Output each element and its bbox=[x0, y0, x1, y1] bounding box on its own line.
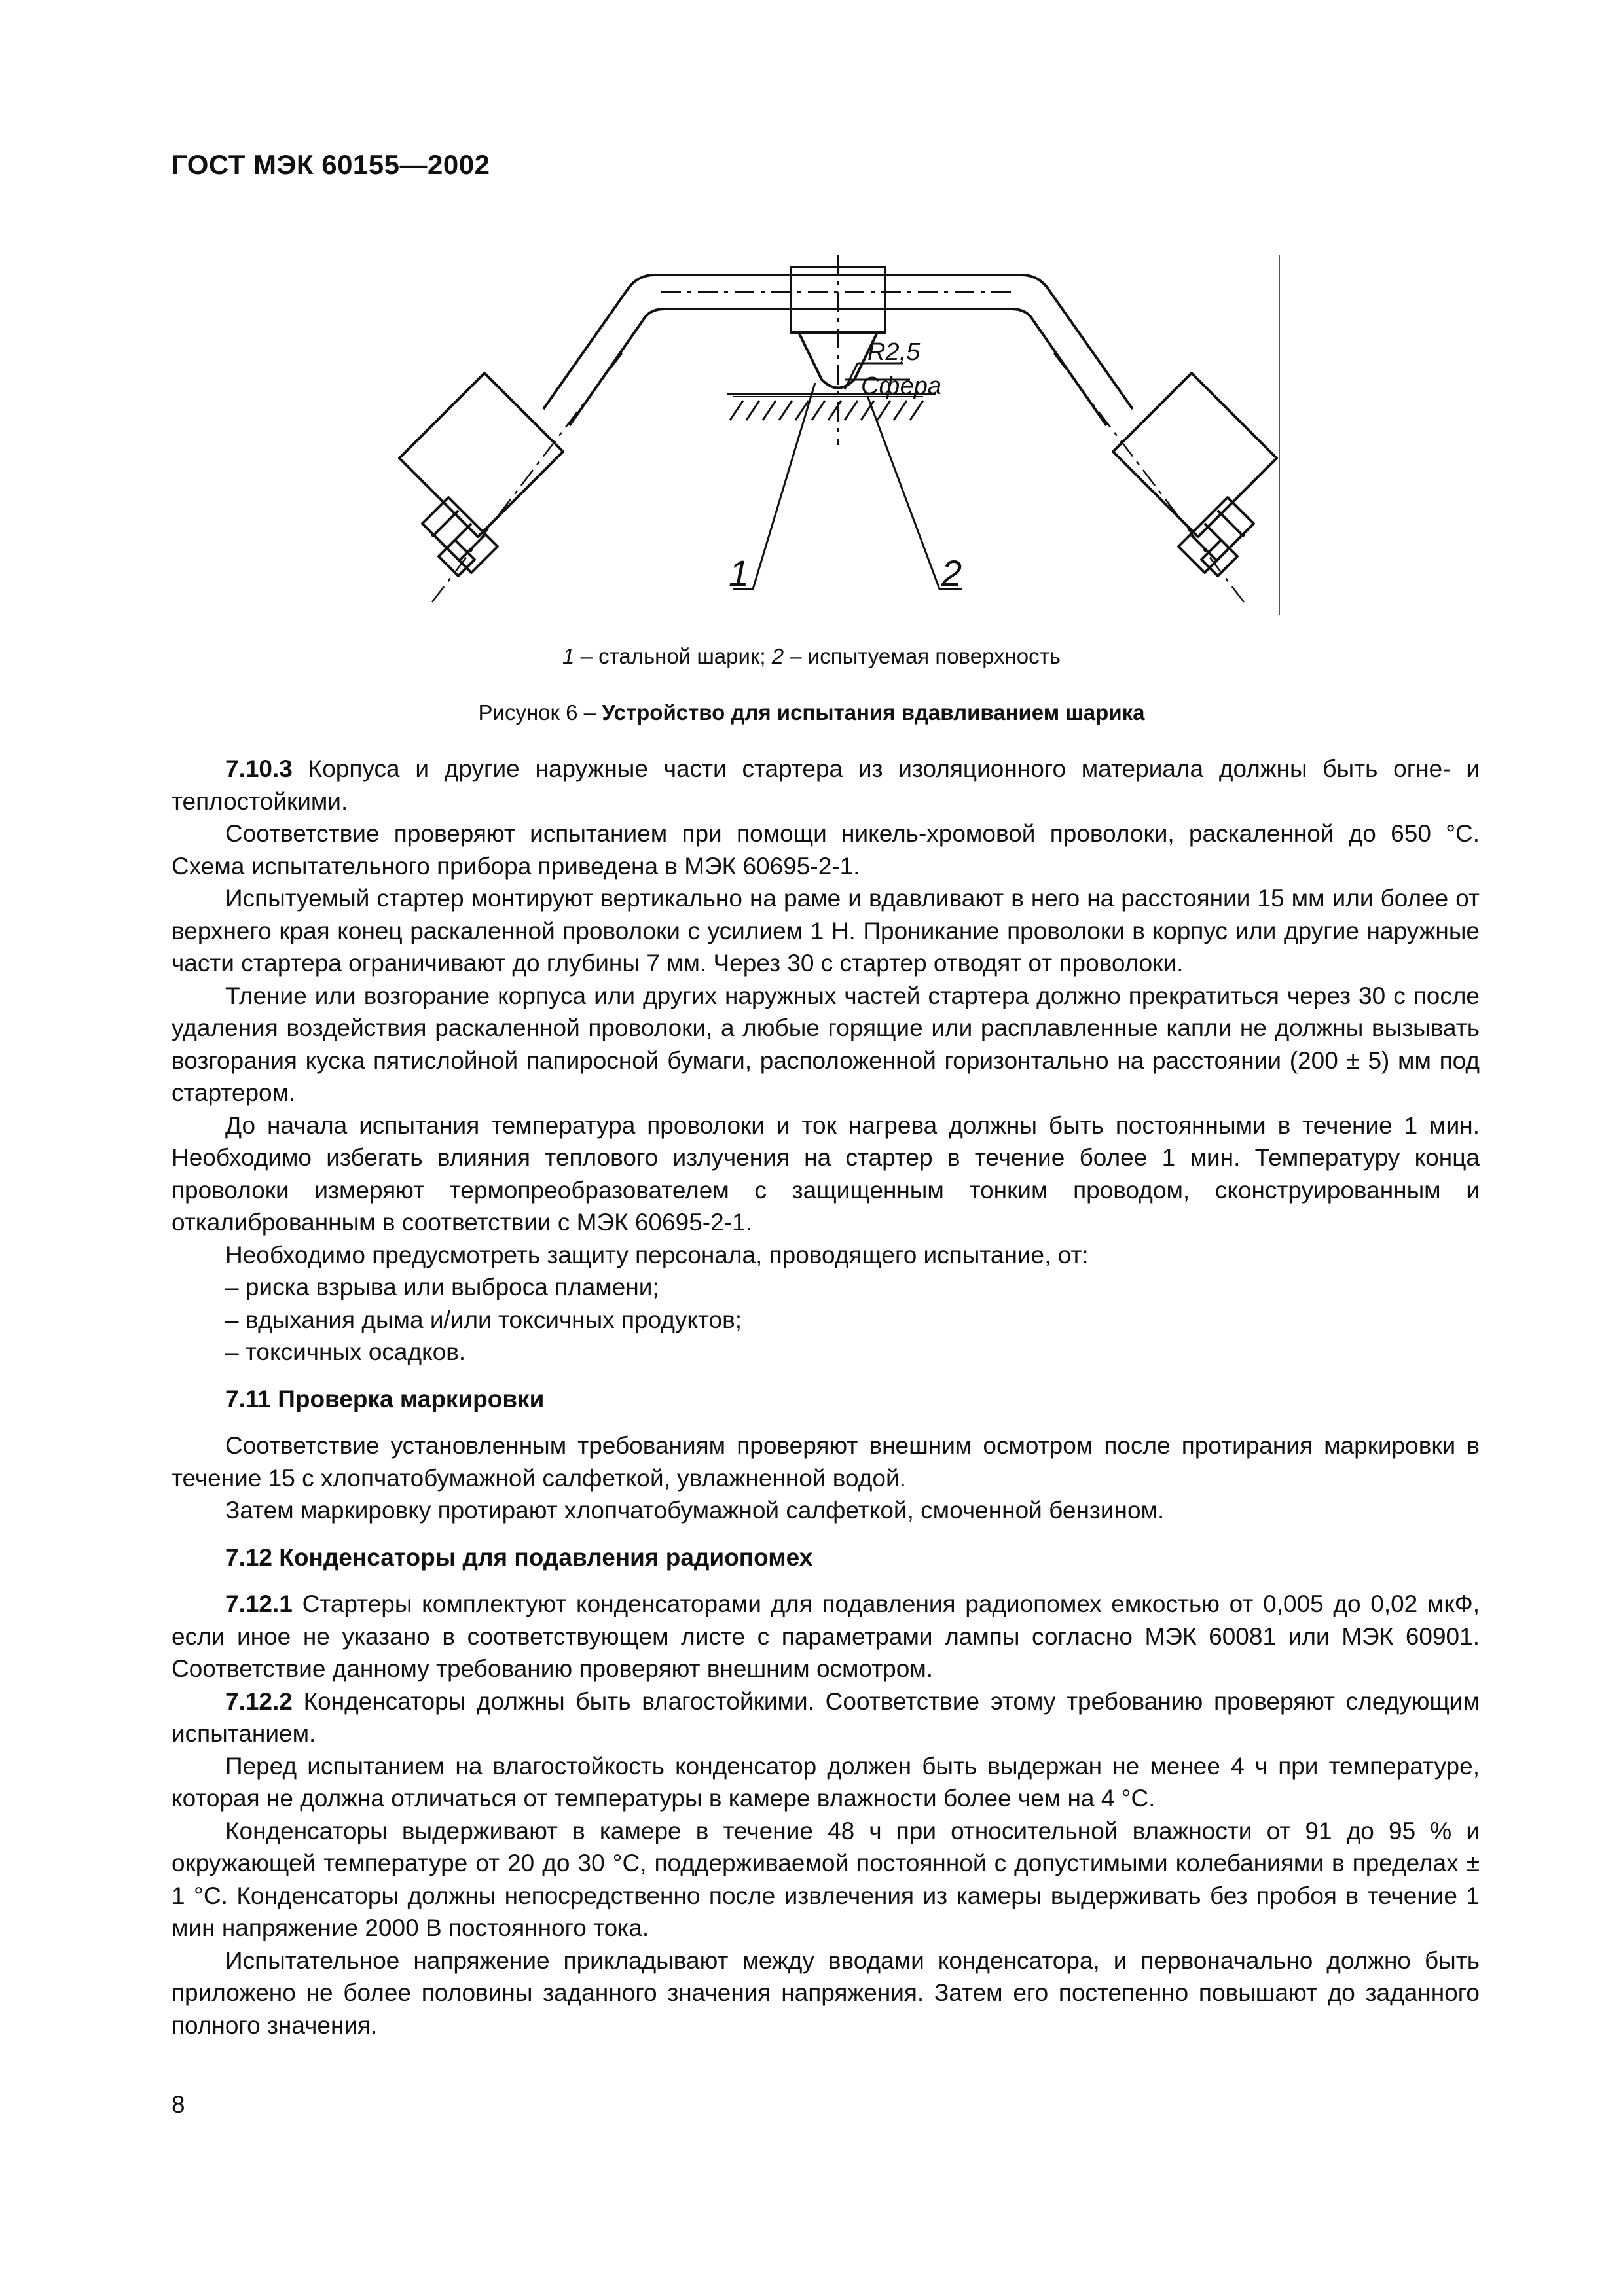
paragraph: Соответствие проверяют испытанием при помощи никель-хромовой проволоки, раскаленной до 650 °С. Схема испытательного прибора приведена в МЭК 60695-2-1. bbox=[172, 820, 1480, 880]
section-heading-7-12: 7.12 Конденсаторы для подавления радиопомех bbox=[225, 1543, 813, 1571]
body-text bbox=[172, 753, 1480, 2041]
para-7-10-3 bbox=[172, 753, 1480, 817]
page-number: 8 bbox=[172, 2091, 185, 2118]
clause-number: 7.12.1 bbox=[225, 1590, 293, 1617]
label-sphere: Сфера bbox=[861, 372, 942, 400]
paragraph: Испытуемый стартер монтируют вертикально на раме и вдавливают в него на расстоянии 15 мм или более от верхнего края конец раскаленной проволоки с усилием 1 Н. Проникание проволоки в корпус или другие наружные части стартера ограничивают до глубины 7 мм. Через 30 с стартер отводят от проволоки. bbox=[172, 885, 1480, 977]
paragraph: Соответствие установленным требованиям проверяют внешним осмотром после протирания маркировки в течение 15 с хлопчатобумажной салфеткой, увлажненной водой. bbox=[172, 1432, 1480, 1492]
left-block bbox=[399, 373, 563, 537]
label-2: 2 bbox=[941, 552, 962, 594]
figure-caption bbox=[0, 700, 1623, 725]
para-7-12-2 bbox=[172, 1685, 1480, 1750]
para-7-12-1 bbox=[172, 1588, 1480, 1685]
document-header: ГОСТ МЭК 60155—2002 bbox=[172, 149, 490, 180]
para-text: Стартеры комплектуют конденсаторами для подавления радиопомех емкостью от 0,005 до 0,02 мкФ, если иное не указано в соответствующем листе с параметрами лампы согласно МЭК 60081 или МЭК 60901. Соответствие данному требованию проверяют внешним осмотром. bbox=[172, 1590, 1480, 1682]
right-block bbox=[1113, 373, 1277, 537]
label-radius: R2,5 bbox=[867, 338, 921, 366]
list-item: – вдыхания дыма и/или токсичных продуктов; bbox=[225, 1306, 742, 1333]
list-item: – токсичных осадков. bbox=[225, 1338, 466, 1365]
clause-number: 7.10.3 bbox=[225, 755, 293, 782]
apparatus-drawing bbox=[386, 249, 1290, 628]
label-1: 1 bbox=[729, 552, 750, 594]
figure-ball-pressure-apparatus bbox=[386, 249, 1290, 628]
clause-number: 7.12.2 bbox=[225, 1687, 293, 1715]
legend-text-2: – испытуемая поверхность bbox=[784, 644, 1061, 668]
caption-prefix: Рисунок 6 – bbox=[478, 700, 602, 725]
caption-title: Устройство для испытания вдавливанием шарика bbox=[602, 700, 1145, 725]
para-text: Корпуса и другие наружные части стартера из изоляционного материала должны быть огне- и теплостойкими. bbox=[172, 755, 1480, 815]
legend-num-1: 1 bbox=[562, 644, 575, 668]
paragraph: Необходимо предусмотреть защиту персонала, проводящего испытание, от: bbox=[225, 1241, 1089, 1268]
section-heading-7-11: 7.11 Проверка маркировки bbox=[225, 1385, 545, 1412]
para-text: Конденсаторы должны быть влагостойкими. Соответствие этому требованию проверяют следующим испытанием. bbox=[172, 1687, 1480, 1747]
paragraph: Конденсаторы выдерживают в камере в течение 48 ч при относительной влажности от 91 до 95 % и окружающей температуре от 20 до 30 °С, поддерживаемой постоянной с допустимыми колебаниями в пределах ± 1 °С. Конденсаторы должны непосредственно после извлечения из камеры выдерживать без пробоя в течение 1 мин напряжение 2000 В постоянного тока. bbox=[172, 1817, 1480, 1941]
paragraph: До начала испытания температура проволоки и ток нагрева должны быть постоянными в течение 1 мин. Необходимо избегать влияния теплового излучения на стартер в течение более 1 мин. Температуру конца проволоки измеряют термопреобразователем с защищенным тонким проводом, сконструированным и откалиброванным в соответствии с МЭК 60695-2-1. bbox=[172, 1111, 1480, 1236]
figure-legend bbox=[0, 644, 1623, 669]
paragraph: Затем маркировку протирают хлопчатобумажной салфеткой, смоченной бензином. bbox=[225, 1497, 1165, 1524]
list-item: – риска взрыва или выброса пламени; bbox=[225, 1274, 659, 1300]
legend-text-1: – стальной шарик; bbox=[574, 644, 772, 668]
legend-num-2: 2 bbox=[771, 644, 784, 668]
paragraph: Тление или возгорание корпуса или других наружных частей стартера должно прекратиться через 30 с после удаления воздействия раскаленной проволоки, а любые горящие или расплавленные капли не должны вызывать возгорания куска пятислойной папиросной бумаги, расположенной горизонтально на расстоянии (200 ± 5) мм под стартером. bbox=[172, 982, 1480, 1106]
paragraph: Перед испытанием на влагостойкость конденсатор должен быть выдержан не менее 4 ч при температуре, которая не должна отличаться от температуры в камере влажности более чем на 4 °С. bbox=[172, 1752, 1480, 1812]
paragraph: Испытательное напряжение прикладывают между вводами конденсатора, и первоначально должно быть приложено не более половины заданного значения напряжения. Затем его постепенно повышают до заданного полного значения. bbox=[172, 1946, 1480, 2039]
